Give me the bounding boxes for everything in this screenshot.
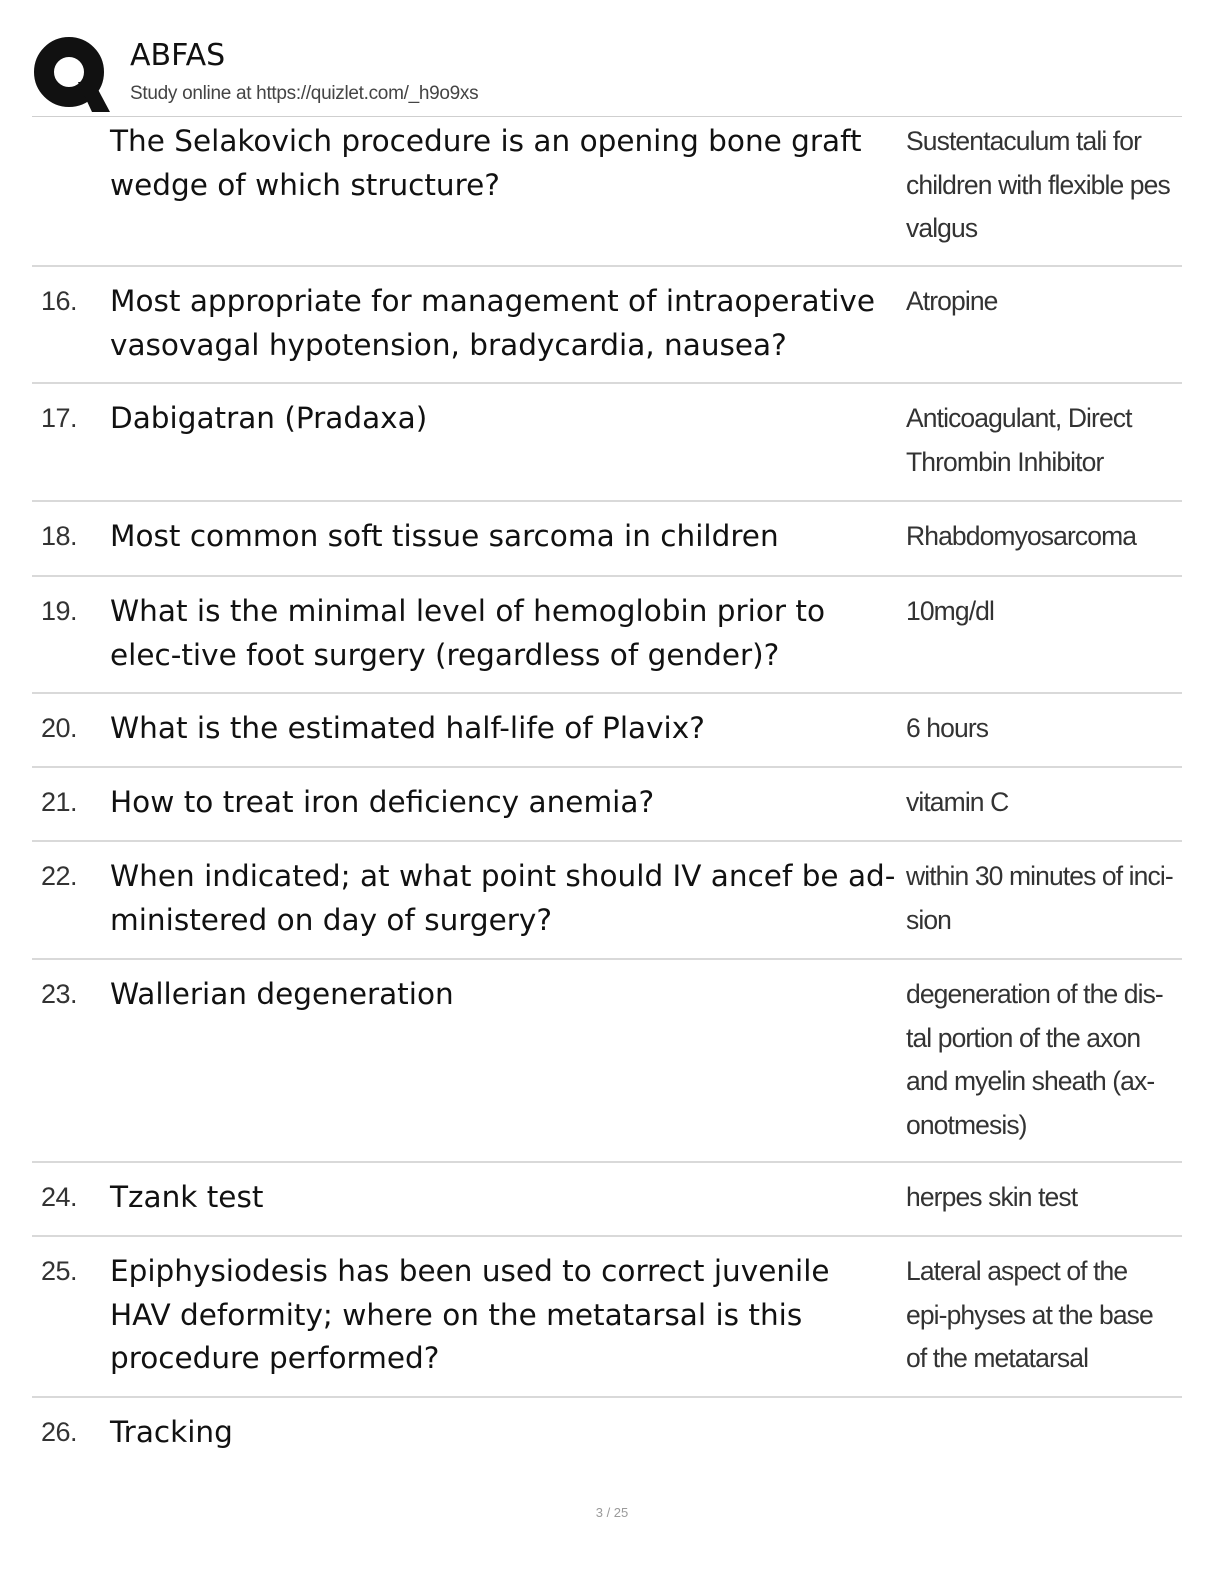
card-definition: vitamin C: [906, 787, 1009, 817]
card-definition: within 30 minutes of inci-sion: [906, 861, 1173, 935]
card-definition: Rhabdomyosarcoma: [906, 521, 1137, 551]
card-number: 21.: [41, 787, 78, 817]
card-term: The Selakovich procedure is an opening bone graft wedge of which structure?: [110, 124, 862, 202]
flashcard-row: [32, 577, 1182, 694]
flashcard-row: [32, 694, 1182, 768]
card-number: 16.: [41, 286, 78, 316]
study-online-link-text: Study online at https://quizlet.com/_h9o9xs: [130, 83, 479, 104]
card-term: Most appropriate for management of intraoperative vasovagal hypotension, bradycardia, nausea?: [110, 284, 875, 362]
card-term: Epiphysiodesis has been used to correct juvenile HAV deformity; where on the metatarsal is this procedure performed?: [110, 1254, 830, 1375]
card-definition: Anticoagulant, Direct Thrombin Inhibitor: [906, 403, 1132, 477]
card-term: Most common soft tissue sarcoma in children: [110, 519, 779, 553]
card-term: Dabigatran (Pradaxa): [110, 401, 428, 435]
flashcard-row: [32, 842, 1182, 960]
card-term: Tzank test: [110, 1180, 264, 1214]
card-term: What is the minimal level of hemoglobin prior to elec-tive foot surgery (regardless of gender)?: [110, 594, 825, 672]
flashcard-row: [32, 960, 1182, 1163]
flashcard-row: [32, 768, 1182, 842]
card-number: 22.: [41, 861, 78, 891]
card-number: 17.: [41, 403, 78, 433]
card-definition: Sustentaculum tali for children with flexible pes valgus: [906, 126, 1170, 243]
set-title: ABFAS: [130, 38, 226, 73]
flashcard-row: [32, 1398, 1182, 1468]
card-definition: degeneration of the dis-tal portion of the axon and myelin sheath (ax-onotmesis): [906, 979, 1163, 1140]
card-term: When indicated; at what point should IV ancef be ad-ministered on day of surgery?: [110, 859, 896, 937]
flashcard-row: [32, 1163, 1182, 1237]
page-header: [32, 30, 1182, 112]
quizlet-logo-icon: [34, 36, 110, 112]
flashcard-row: [32, 1237, 1182, 1398]
card-number: 24.: [41, 1182, 78, 1212]
flashcard-list: [32, 117, 1182, 1468]
flashcard-row: [32, 117, 1182, 267]
card-definition: 6 hours: [906, 713, 989, 743]
flashcard-row: [32, 384, 1182, 502]
card-definition: 10mg/dl: [906, 596, 994, 626]
card-definition: herpes skin test: [906, 1182, 1078, 1212]
card-number: 23.: [41, 979, 78, 1009]
card-number: 18.: [41, 521, 78, 551]
card-definition: Atropine: [906, 286, 998, 316]
flashcard-row: [32, 267, 1182, 384]
card-number: 20.: [41, 713, 78, 743]
card-term: Wallerian degeneration: [110, 977, 454, 1011]
card-number: 26.: [41, 1417, 78, 1447]
card-definition: Lateral aspect of the epi-physes at the base of the metatarsal: [906, 1256, 1153, 1373]
card-number: 25.: [41, 1256, 78, 1286]
card-term: How to treat iron deficiency anemia?: [110, 785, 655, 819]
card-number: 19.: [41, 596, 78, 626]
card-term: Tracking: [110, 1415, 233, 1449]
page-number: 3 / 25: [595, 1505, 629, 1520]
card-term: What is the estimated half-life of Plavix?: [110, 711, 705, 745]
flashcard-row: [32, 502, 1182, 577]
